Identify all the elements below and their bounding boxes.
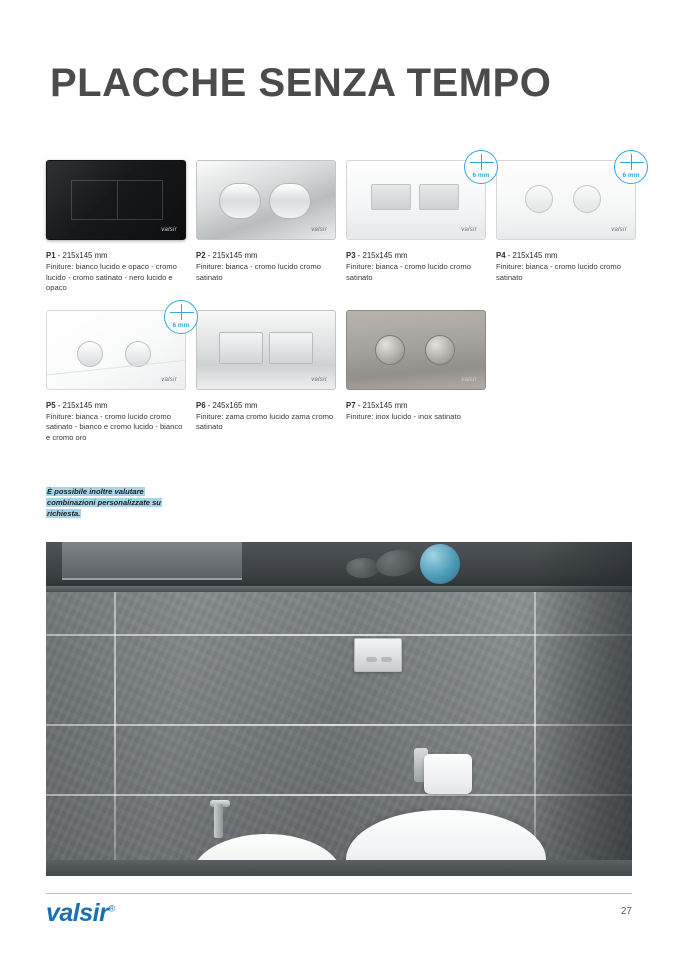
note-text: È possibile inoltre valutare combinazioni personalizzate su richiesta. xyxy=(47,487,161,518)
plate-button-right xyxy=(125,341,151,367)
badge-label: 6 mm xyxy=(622,172,640,179)
plate-button-right xyxy=(419,184,459,210)
plate-brand-logo: valsir xyxy=(161,227,177,233)
code-label: P1 xyxy=(46,251,56,260)
decor-sphere xyxy=(420,544,460,584)
plate-diagonal-line xyxy=(47,359,186,375)
plate-button-right xyxy=(269,183,311,219)
decor-stone xyxy=(346,558,380,578)
plate-button-right xyxy=(269,332,313,364)
product-code-p6 xyxy=(196,400,338,411)
cross-vertical-icon xyxy=(481,154,482,170)
flush-plate-chrome-rounded xyxy=(196,160,336,240)
product-image-p3 xyxy=(346,160,488,242)
plate-button-left xyxy=(371,184,411,210)
code-label: P5 xyxy=(46,400,56,410)
faucet-body xyxy=(214,804,223,838)
product-description-p2: Finiture: bianca - cromo lucido cromo satinato xyxy=(196,262,321,282)
plate-button-left xyxy=(219,183,261,219)
floor xyxy=(46,860,632,876)
code-label: P3 xyxy=(346,251,356,260)
logo-text: valsir xyxy=(46,899,109,927)
cross-vertical-icon xyxy=(631,154,632,170)
custom-combinations-note xyxy=(46,486,186,519)
product-image-p2 xyxy=(196,160,338,242)
code-label: P7 xyxy=(346,400,356,410)
product-card-p6[interactable] xyxy=(196,310,346,444)
badge-label: 6 mm xyxy=(472,172,490,179)
plate-button-right xyxy=(425,335,455,365)
plate-button-left xyxy=(366,657,377,662)
product-description-p7: Finiture: inox lucido - inox satinato xyxy=(346,411,461,421)
plate-button-left xyxy=(219,332,263,364)
product-image-p7 xyxy=(346,310,488,392)
plate-button-right xyxy=(573,185,601,213)
plate-brand-logo: valsir xyxy=(611,227,627,233)
product-card-p3[interactable] xyxy=(346,160,496,294)
plate-brand-logo: valsir xyxy=(311,376,327,383)
size-label: - 215x145 mm xyxy=(507,251,558,260)
footer-divider xyxy=(46,893,632,894)
product-image-p6 xyxy=(196,310,338,392)
product-code-p2 xyxy=(196,250,338,261)
product-description-p3: Finiture: bianca - cromo lucido cromo satinato xyxy=(346,262,471,282)
product-grid xyxy=(46,160,646,443)
product-description-p1: Finiture: bianco lucido e opaco - cromo lucido - cromo satinato - nero lucido e opaco xyxy=(46,262,177,292)
size-label: - 215x145 mm xyxy=(357,400,408,410)
plate-brand-logo: valsir xyxy=(161,376,177,383)
plate-button-left xyxy=(77,341,103,367)
code-label: P6 xyxy=(196,400,206,410)
product-image-p1 xyxy=(46,160,188,242)
size-label: - 245x165 mm xyxy=(207,400,258,410)
size-label: - 215x145 mm xyxy=(57,400,108,410)
plate-brand-logo: valsir xyxy=(311,227,327,233)
photo-shadow-right xyxy=(534,542,632,876)
code-label: P2 xyxy=(196,251,206,260)
product-code-p5 xyxy=(46,400,188,411)
badge-label: 6 mm xyxy=(172,321,190,329)
plate-buttons xyxy=(71,180,163,220)
product-code-p4 xyxy=(496,250,638,261)
product-code-p1 xyxy=(46,250,188,261)
thickness-badge-6mm xyxy=(164,300,198,334)
product-card-p2[interactable] xyxy=(196,160,346,294)
product-description-p6: Finiture: zama cromo lucido zama cromo satinato xyxy=(196,411,334,431)
logo-registered-mark: ® xyxy=(108,903,115,914)
page-number: 27 xyxy=(620,906,632,917)
mirror xyxy=(62,542,242,580)
tile-seam-vertical xyxy=(114,542,116,876)
flush-plate-chrome-wide xyxy=(196,310,336,390)
plate-brand-logo: valsir xyxy=(461,376,477,383)
bathroom-photo xyxy=(46,542,632,876)
cross-vertical-icon xyxy=(181,304,182,320)
page-title: PLACCHE SENZA TEMPO xyxy=(50,60,552,105)
product-card-p1[interactable] xyxy=(46,160,196,294)
installed-flush-plate xyxy=(354,638,402,672)
plate-button-left xyxy=(525,185,553,213)
flush-plate-black xyxy=(46,160,186,240)
product-card-p4[interactable] xyxy=(496,160,646,294)
plate-button-left xyxy=(375,335,405,365)
plate-button-right xyxy=(381,657,392,662)
product-code-p7 xyxy=(346,400,488,411)
product-code-p3 xyxy=(346,250,488,261)
code-label: P4 xyxy=(496,251,506,260)
thickness-badge-6mm xyxy=(614,150,648,184)
valsir-logo xyxy=(46,899,114,928)
product-image-p4 xyxy=(496,160,638,242)
size-label: - 215x145 mm xyxy=(357,251,408,260)
product-card-p5[interactable] xyxy=(46,310,196,444)
product-description-p4: Finiture: bianca - cromo lucido cromo satinato xyxy=(496,262,621,282)
product-row-1 xyxy=(46,160,646,294)
toilet-paper-roll xyxy=(424,754,472,794)
product-row-2 xyxy=(46,310,646,444)
product-card-p7[interactable] xyxy=(346,310,496,444)
product-description-p5: Finiture: bianca - cromo lucido cromo satinato - bianco e cromo lucido - bianco e cromo oro xyxy=(46,411,183,442)
size-label: - 215x145 mm xyxy=(207,251,258,260)
empty-cell xyxy=(496,310,646,444)
flush-plate-inox xyxy=(346,310,486,390)
thickness-badge-6mm xyxy=(464,150,498,184)
product-image-p5 xyxy=(46,310,188,392)
plate-brand-logo: valsir xyxy=(461,227,477,233)
size-label: - 215x145 mm xyxy=(57,251,108,260)
